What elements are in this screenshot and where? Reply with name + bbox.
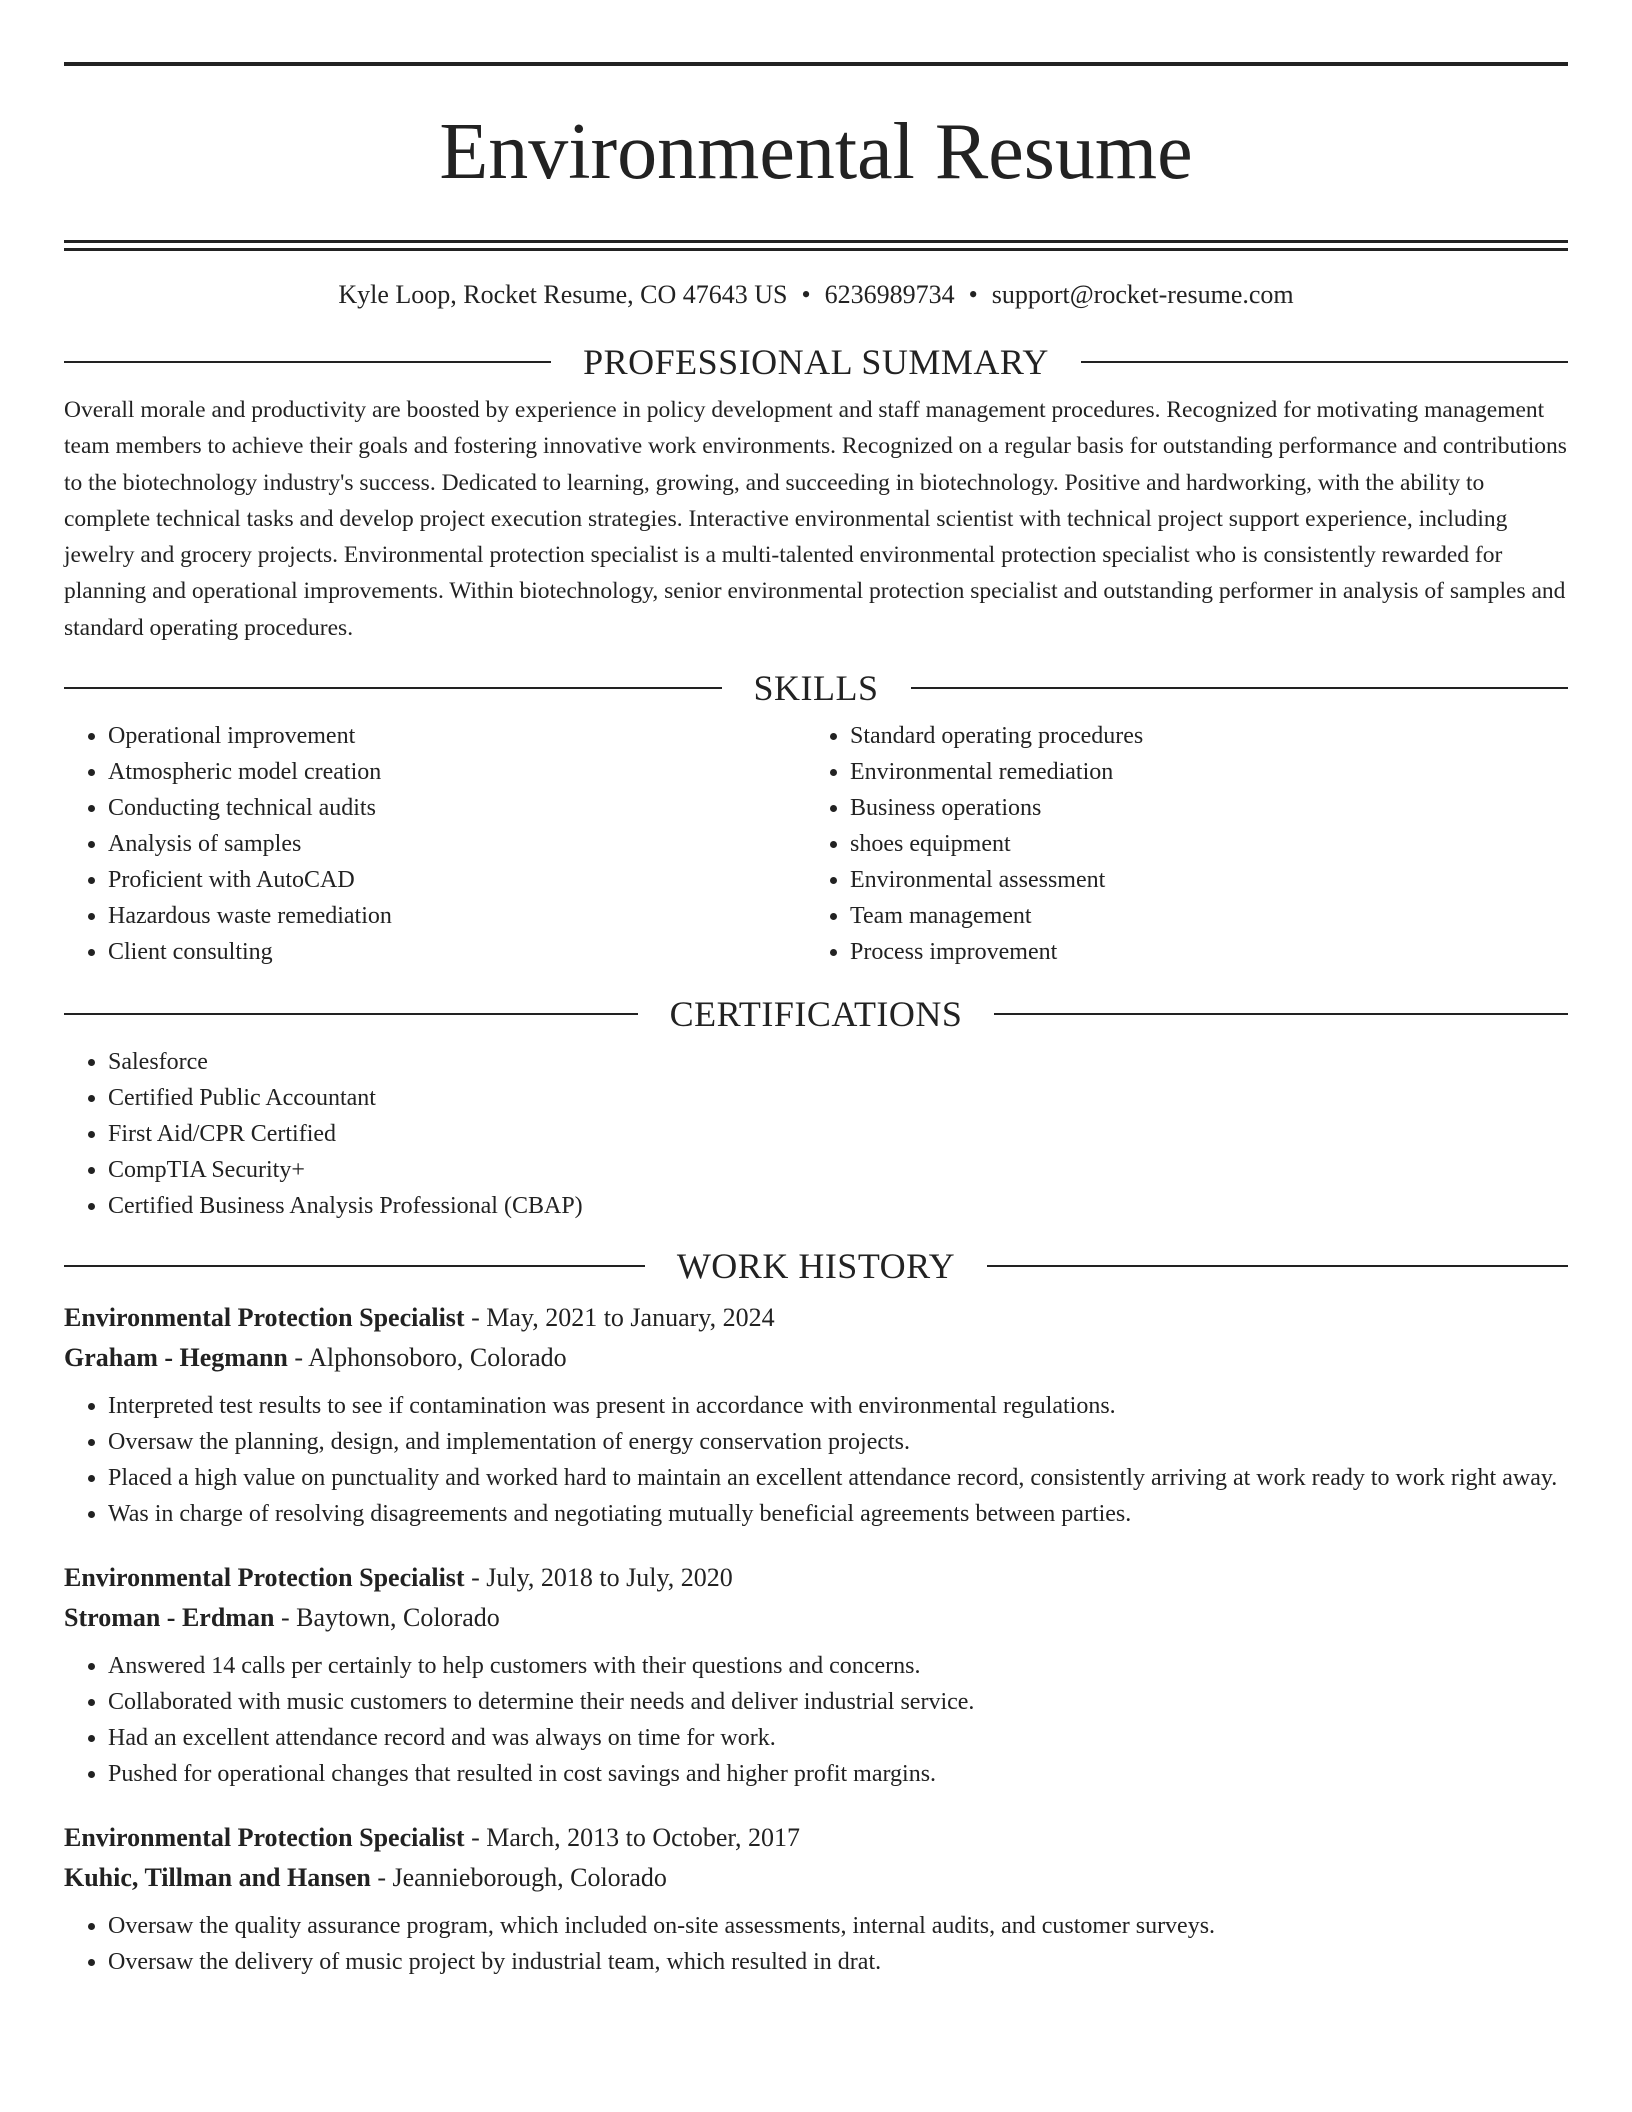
skill-item: • Client consulting <box>108 934 806 970</box>
job-location: - Jeannieborough, Colorado <box>370 1863 667 1893</box>
skill-item: • Hazardous waste remediation <box>108 898 806 934</box>
certification-item: • Certified Public Accountant <box>108 1080 1568 1116</box>
job-bullet: • Answered 14 calls per certainly to help customers with their questions and concerns. <box>108 1648 1568 1684</box>
job-bullet: • Oversaw the quality assurance program, which included on-site assessments, internal audits, and customer surveys. <box>108 1908 1568 1944</box>
job-location: - Alphonsoboro, Colorado <box>287 1343 567 1373</box>
skill-item: • Environmental assessment <box>850 862 1548 898</box>
skill-item: • Process improvement <box>850 934 1548 970</box>
certification-item: • Salesforce <box>108 1044 1568 1080</box>
section-rule-left <box>64 361 551 363</box>
job-bullet: • Interpreted test results to see if contamination was present in accordance with environmental regulations. <box>108 1388 1568 1424</box>
job-company-line <box>64 1338 1568 1378</box>
contact-separator: • <box>801 280 811 309</box>
certifications-section-header <box>64 994 1568 1034</box>
summary-heading: PROFESSIONAL SUMMARY <box>583 342 1049 382</box>
skill-item: • Team management <box>850 898 1548 934</box>
job-bullet: • Placed a high value on punctuality and worked hard to maintain an excellent attendance record, consistently arriving at work ready to work right away. <box>108 1460 1568 1496</box>
job-dates: - July, 2018 to July, 2020 <box>464 1563 733 1593</box>
job-bullet: • Oversaw the planning, design, and implementation of energy conservation projects. <box>108 1424 1568 1460</box>
skills-column-right <box>806 718 1548 970</box>
contact-address: Kyle Loop, Rocket Resume, CO 47643 US <box>338 280 788 309</box>
job-location: - Baytown, Colorado <box>274 1603 500 1633</box>
work-history-section-header <box>64 1246 1568 1286</box>
resume-page <box>64 0 1568 1980</box>
job-bullets <box>64 1908 1568 1980</box>
job-company-line <box>64 1598 1568 1638</box>
certifications-list <box>64 1044 1568 1224</box>
skill-item: • Environmental remediation <box>850 754 1548 790</box>
job-bullets <box>64 1388 1568 1532</box>
job-entry <box>64 1558 1568 1792</box>
contact-email: support@rocket-resume.com <box>991 280 1294 309</box>
job-bullet: • Oversaw the delivery of music project by industrial team, which resulted in drat. <box>108 1944 1568 1980</box>
job-company: Stroman - Erdman <box>64 1603 275 1633</box>
job-dates: - March, 2013 to October, 2017 <box>464 1823 801 1853</box>
skill-item: • Proficient with AutoCAD <box>108 862 806 898</box>
job-entry <box>64 1818 1568 1980</box>
top-rule <box>64 62 1568 66</box>
job-bullet: • Collaborated with music customers to determine their needs and deliver industrial service. <box>108 1684 1568 1720</box>
section-rule-left <box>64 1013 638 1015</box>
contact-phone: 6236989734 <box>824 280 955 309</box>
certification-item: • Certified Business Analysis Professional (CBAP) <box>108 1188 1568 1224</box>
job-company-line <box>64 1858 1568 1898</box>
work-history-heading: WORK HISTORY <box>676 1246 956 1287</box>
job-title: Environmental Protection Specialist <box>64 1823 465 1853</box>
resume-title: Environmental Resume <box>439 108 1193 196</box>
job-company: Kuhic, Tillman and Hansen <box>64 1863 371 1893</box>
job-company: Graham - Hegmann <box>64 1343 288 1373</box>
contact-separator: • <box>968 280 978 309</box>
job-bullets <box>64 1648 1568 1792</box>
skill-item: • Analysis of samples <box>108 826 806 862</box>
section-rule-right <box>911 687 1569 689</box>
job-title: Environmental Protection Specialist <box>64 1563 465 1593</box>
summary-text: Overall morale and productivity are boosted by experience in policy development and staff management procedures. Recognized for motivating management team members to achieve their goals and fostering innovative work environments. Recognized on a regular basis for outstanding performance and contributions to the biotechnology industry's success. Dedicated to learning, growing, and succeeding in biotechnology. Positive and hardworking, with the ability to complete technical tasks and develop project execution strategies. Interactive environmental scientist with technical project support experience, including jewelry and grocery projects. Environmental protection specialist is a multi-talented environmental protection specialist who is consistently rewarded for planning and operational improvements. Within biotechnology, senior environmental protection specialist and outstanding performer in analysis of samples and standard operating procedures. <box>64 397 1567 641</box>
skill-item: • Standard operating procedures <box>850 718 1548 754</box>
title-double-rule <box>64 240 1568 251</box>
section-rule-right <box>994 1013 1568 1015</box>
certification-item: • CompTIA Security+ <box>108 1152 1568 1188</box>
contact-line <box>64 278 1568 312</box>
skill-item: • Atmospheric model creation <box>108 754 806 790</box>
job-title-line <box>64 1298 1568 1338</box>
job-bullet: • Was in charge of resolving disagreements and negotiating mutually beneficial agreements between parties. <box>108 1496 1568 1532</box>
skill-item: • Business operations <box>850 790 1548 826</box>
section-rule-left <box>64 687 722 689</box>
job-dates: - May, 2021 to January, 2024 <box>464 1303 775 1333</box>
section-rule-right <box>987 1265 1568 1267</box>
skill-item: • Conducting technical audits <box>108 790 806 826</box>
job-bullet: • Pushed for operational changes that resulted in cost savings and higher profit margins. <box>108 1756 1568 1792</box>
certifications-heading: CERTIFICATIONS <box>669 994 963 1035</box>
certification-item: • First Aid/CPR Certified <box>108 1116 1568 1152</box>
job-title-line <box>64 1818 1568 1858</box>
skills-list <box>64 718 1568 970</box>
section-rule-right <box>1081 361 1568 363</box>
skill-item: • shoes equipment <box>850 826 1548 862</box>
skill-item: • Operational improvement <box>108 718 806 754</box>
skills-section-header <box>64 668 1568 708</box>
summary-section-header <box>64 342 1568 382</box>
job-title: Environmental Protection Specialist <box>64 1303 465 1333</box>
job-bullet: • Had an excellent attendance record and was always on time for work. <box>108 1720 1568 1756</box>
section-rule-left <box>64 1265 645 1267</box>
skills-heading: SKILLS <box>753 668 879 709</box>
job-entry <box>64 1298 1568 1532</box>
job-title-line <box>64 1558 1568 1598</box>
skills-column-left <box>64 718 806 970</box>
